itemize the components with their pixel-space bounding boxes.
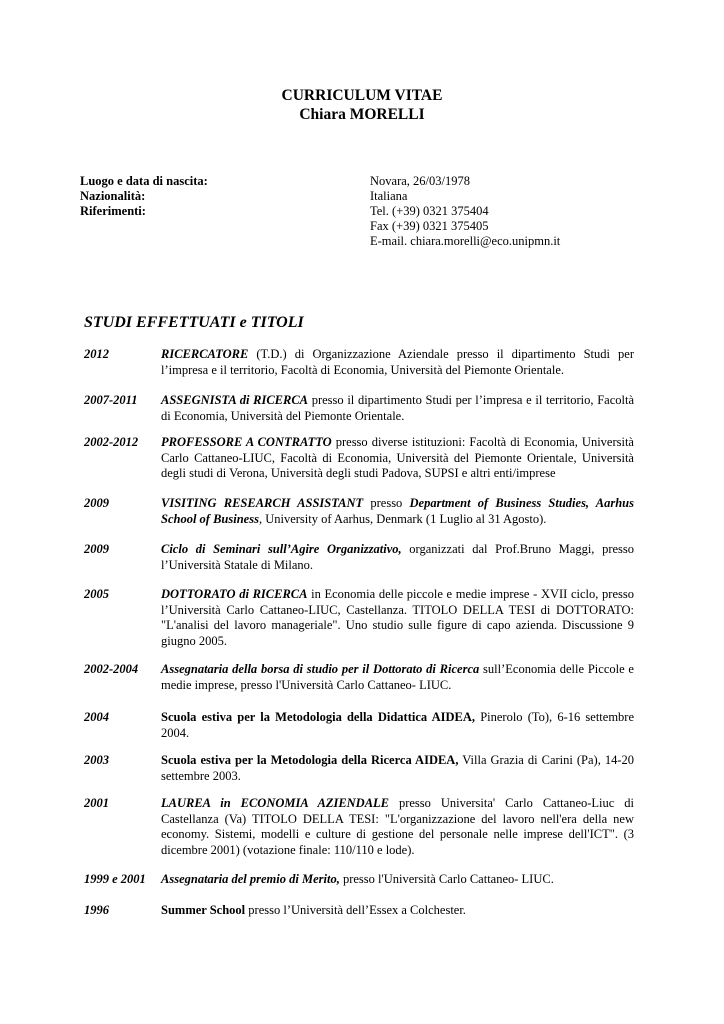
entry-text [161,435,634,482]
section-title: STUDI EFFETTUATI e TITOLI [84,314,304,331]
entry-rest: in Economia delle piccole e medie imprese - XVII ciclo, presso l’Università Carlo Cattaneo-LIUC, Castellanza. TITOLO DELLA TESI di DOTTORATO: "L'analisi del lavoro manageriale". Uno studio sulle figure di capo azienda. Discussione 9 giugno 2005. [161,587,634,648]
entry-rest: , University of Aarhus, Denmark (1 Luglio al 31 Agosto). [258,511,547,526]
birth-label: Luogo e data di nascita: [80,174,208,188]
entry-rest: presso l’Università dell’Essex a Colchester. [245,903,466,917]
entry-head-2: Department of Business Studies, Aarhus School of Business [161,496,634,526]
entry-2009-seminari [84,542,634,573]
entry-year: 2002-2012 [84,435,139,449]
entry-rest: Villa Grazia di Carini (Pa), 14-20 settembre 2003. [161,753,635,783]
entry-head: LAUREA in ECONOMIA AZIENDALE [161,796,390,810]
email-value: E-mail. chiara.morelli@eco.unipmn.it [370,234,561,248]
entry-year: 2002-2004 [84,662,139,676]
entry-year: 2007-2011 [84,393,138,407]
entry-text [161,662,634,693]
entry-text [161,496,634,527]
entry-2009-visiting [84,496,634,527]
entry-1996 [84,903,634,919]
entry-text [161,903,634,919]
entry-text [161,753,634,784]
entry-2012 [84,347,634,378]
entry-2002-2004 [84,662,634,693]
entry-text [161,542,634,573]
entry-rest: (T.D.) di Organizzazione Aziendale presso il dipartimento Studi per l’impresa e il territorio, Facoltà di Economia, Università del Piemonte Orientale. [161,347,634,377]
birth-row [80,174,560,189]
entry-mid: presso [363,496,410,510]
cv-header [0,86,724,124]
entry-head: DOTTORATO di RICERCA [161,587,308,601]
entry-year: 1996 [84,903,109,917]
entry-2005 [84,587,634,649]
entry-rest: organizzati dal Prof.Bruno Maggi, presso l’Università Statale di Milano. [161,542,635,572]
entry-head: VISITING RESEARCH ASSISTANT [161,496,364,510]
entry-year: 1999 e 2001 [84,872,146,886]
tel-value: Tel. (+39) 0321 375404 [370,204,489,218]
nationality-label: Nazionalità: [80,189,146,203]
entry-year: 2009 [84,496,109,510]
entry-2001 [84,796,634,858]
entry-rest: Pinerolo (To), 6-16 settembre 2004. [161,710,635,740]
entry-rest: presso Universita' Carlo Cattaneo-Liuc di Castellanza (Va) TITOLO DELLA TESI: "L'organizzazione del lavoro nell'era della new economy. Sistemi, modelli e culture di gestione del personale nelle imprese dell'ICT". (3 dicembre 2001) (votazione finale: 110/110 e lode). [161,796,634,857]
fax-value: Fax (+39) 0321 375405 [370,219,489,233]
entry-2003 [84,753,634,784]
entry-head: PROFESSORE A CONTRATTO [161,435,332,449]
entry-year: 2001 [84,796,109,810]
entry-1999-2001 [84,872,634,888]
entry-text [161,872,634,888]
entry-head: Ciclo di Seminari sull’Agire Organizzativo, [161,542,402,556]
page-title: CURRICULUM VITAE [281,87,443,104]
nationality-row [80,189,560,204]
references-label: Riferimenti: [80,204,146,218]
nationality-value: Italiana [370,189,408,203]
entry-head: Assegnataria della borsa di studio per il Dottorato di Ricerca [161,662,480,676]
entry-head: Scuola estiva per la Metodologia della Didattica AIDEA, [161,710,476,724]
entry-head: Assegnataria del premio di Merito, [161,872,340,886]
entry-year: 2009 [84,542,109,556]
entry-text [161,796,634,858]
entry-rest: presso diverse istituzioni: Facoltà di Economia, Università Carlo Cattaneo-LIUC, Facoltà di Economia, Università del Piemonte Orientale, Università degli studi di Verona, Università degli studi Padova, SUPSI e altri enti/imprese [161,435,634,480]
entry-rest: presso l'Università Carlo Cattaneo- LIUC. [339,872,554,886]
entry-rest: sull’Economia delle Piccole e medie imprese, presso l'Università Carlo Cattaneo- LIUC. [161,662,634,692]
personal-info [80,174,560,249]
entry-head: ASSEGNISTA di RICERCA [161,393,309,407]
entry-year: 2003 [84,753,109,767]
entry-year: 2005 [84,587,109,601]
entry-2007-2011 [84,393,634,424]
entry-2004 [84,710,634,741]
entry-year: 2004 [84,710,109,724]
entry-text [161,587,634,649]
entry-rest: presso il dipartimento Studi per l’impresa e il territorio, Facoltà di Economia, Università del Piemonte Orientale. [161,393,635,423]
entry-head: Summer School [161,903,246,917]
entry-text [161,347,634,378]
entry-head: Scuola estiva per la Metodologia della Ricerca AIDEA, [161,753,459,767]
entry-2002-2012 [84,435,634,482]
entry-text [161,393,634,424]
birth-value: Novara, 26/03/1978 [370,174,470,188]
references-values [370,204,560,249]
person-name: Chiara MORELLI [299,106,425,123]
references-row [80,204,560,249]
entry-head: RICERCATORE [161,347,249,361]
entry-text [161,710,634,741]
entry-year: 2012 [84,347,109,361]
